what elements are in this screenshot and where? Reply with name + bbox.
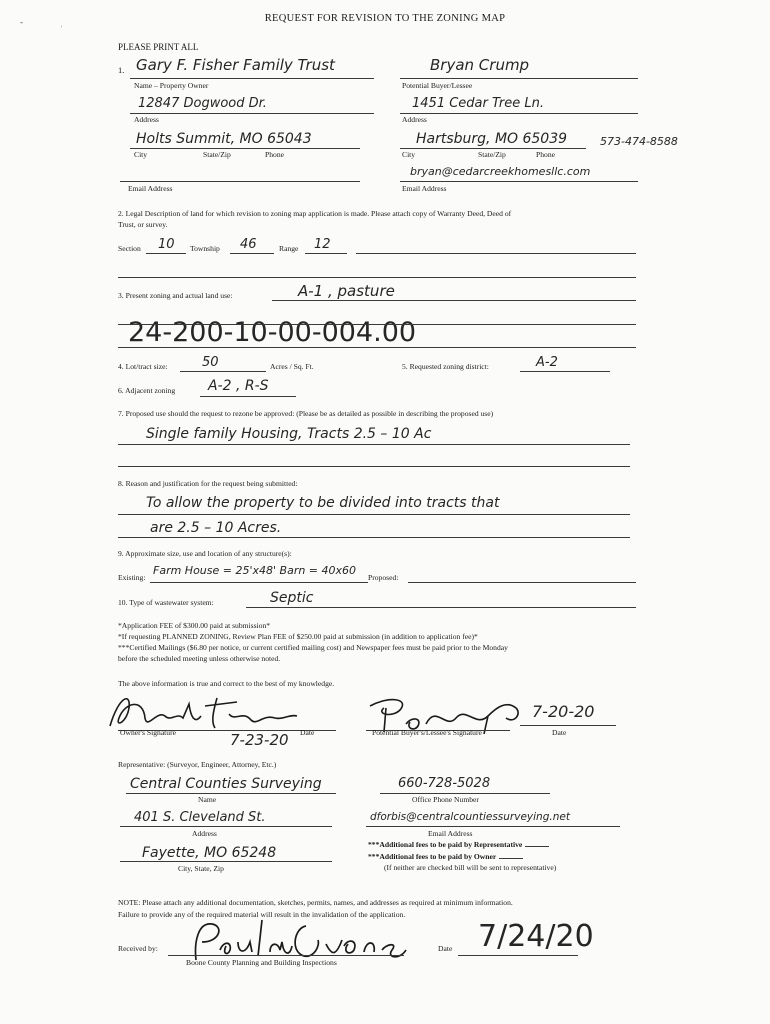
received-dept-label: Boone County Planning and Building Inspections: [186, 958, 337, 967]
fees-representative-option[interactable]: [368, 840, 549, 849]
lot-size-line: [180, 371, 266, 372]
representative-name-value: Central Counties Surveying: [130, 776, 322, 792]
note-line-2: Failure to provide any of the required material will result in the invalidation of the application.: [118, 910, 406, 919]
parcel-number-value: 24-200-10-00-004.00: [128, 317, 417, 348]
representative-email-label: Email Address: [428, 829, 473, 838]
buyer-email-value: bryan@cedarcreekhomesllc.com: [410, 165, 591, 178]
existing-label: Existing:: [118, 573, 146, 582]
received-by-label: Received by:: [118, 944, 158, 953]
requested-zoning-label: 5. Requested zoning district:: [402, 362, 489, 371]
representative-email-line: [366, 826, 620, 827]
received-by-line: [168, 955, 404, 956]
owner-name-label: Name – Property Owner: [134, 81, 209, 90]
fee-note-2: *If requesting PLANNED ZONING, Review Plan FEE of $250.00 paid at submission (in addition to application fee)*: [118, 632, 478, 641]
parcel-upper-line: [118, 324, 636, 325]
owner-signature-label: Owner's Signature: [120, 728, 176, 737]
scan-mark-left-2: ˒: [60, 21, 63, 30]
owner-address-line: [130, 113, 374, 114]
legal-extra-line-1: [356, 253, 636, 254]
representative-phone-value: 660-728-5028: [398, 776, 491, 791]
fee-note-4: before the scheduled meeting unless otherwise noted.: [118, 654, 281, 663]
present-zoning-value: A-1 , pasture: [298, 282, 395, 300]
received-date-line: [458, 955, 578, 956]
buyer-city-state-zip-value: Hartsburg, MO 65039: [416, 131, 568, 147]
fee-note-3: ***Certified Mailings ($6.80 per notice, or current certified mailing cost) and Newspaper fees must be paid prior to the Monday: [118, 643, 508, 652]
representative-city-label: City, State, Zip: [178, 864, 224, 873]
lot-size-label: 4. Lot/tract size:: [118, 362, 168, 371]
wastewater-value: Septic: [270, 590, 314, 606]
buyer-phone-label: Phone: [536, 150, 555, 159]
item-1-number: 1.: [118, 65, 125, 75]
present-zoning-label: 3. Present zoning and actual land use:: [118, 291, 233, 300]
representative-label: Representative: (Surveyor, Engineer, Attorney, Etc.): [118, 760, 277, 769]
buyer-email-line: [400, 181, 638, 182]
legal-extra-line-2: [118, 277, 636, 278]
owner-phone-label: Phone: [265, 150, 284, 159]
proposed-structures-label: Proposed:: [368, 573, 399, 582]
fees-representative-checkbox[interactable]: [525, 840, 549, 847]
buyer-name-label: Potential Buyer/Lessee: [402, 81, 473, 90]
section-line: [146, 253, 186, 254]
existing-line: [150, 582, 368, 583]
fees-owner-checkbox[interactable]: [499, 852, 523, 859]
buyer-email-label: Email Address: [402, 184, 447, 193]
range-line: [305, 253, 347, 254]
certification-statement: The above information is true and correct to the best of my knowledge.: [118, 679, 335, 688]
owner-name-value: Gary F. Fisher Family Trust: [136, 56, 335, 74]
fees-owner-option[interactable]: [368, 852, 523, 861]
scan-mark-left: ‐: [20, 17, 23, 27]
fees-representative-label: ***Additional fees to be paid by Representative: [368, 840, 523, 849]
form-title: REQUEST FOR REVISION TO THE ZONING MAP: [264, 13, 506, 24]
owner-city-state-zip-value: Holts Summit, MO 65043: [136, 131, 312, 147]
range-value: 12: [314, 237, 331, 252]
received-date-value: 7/24/20: [478, 919, 594, 954]
buyer-name-value: Bryan Crump: [430, 56, 530, 74]
owner-date-value: 7-23-20: [230, 731, 289, 749]
reason-line-1: [118, 514, 630, 515]
buyer-address-value: 1451 Cedar Tree Ln.: [412, 96, 545, 111]
reason-value-line-1: To allow the property to be divided into tracts that: [146, 495, 500, 511]
owner-city-line: [130, 148, 360, 149]
representative-name-label: Name: [198, 795, 217, 804]
reason-label: 8. Reason and justification for the request being submitted:: [118, 479, 298, 488]
please-print-instruction: PLEASE PRINT ALL: [118, 42, 199, 52]
reason-line-2: [118, 537, 630, 538]
proposed-use-label: 7. Proposed use should the request to rezone be approved: (Please be as detailed as possible in describing the proposed use): [118, 409, 494, 418]
owner-name-line: [130, 78, 374, 79]
representative-phone-label: Office Phone Number: [412, 795, 479, 804]
representative-address-value: 401 S. Cleveland St.: [134, 810, 266, 825]
existing-structures-value: Farm House = 25'x48' Barn = 40x60: [153, 564, 357, 577]
buyer-date-line: [520, 725, 616, 726]
owner-address-value: 12847 Dogwood Dr.: [138, 96, 267, 111]
lot-size-units: Acres / Sq. Ft.: [270, 362, 314, 371]
wastewater-label: 10. Type of wastewater system:: [118, 598, 214, 607]
fees-billing-note: (If neither are checked bill will be sent to representative): [384, 863, 557, 872]
buyer-phone-value: 573-474-8588: [600, 135, 678, 148]
township-line: [230, 253, 274, 254]
fee-note-1: *Application FEE of $300.00 paid at submission*: [118, 621, 271, 630]
received-date-label: Date: [438, 944, 453, 953]
owner-date-label: Date: [300, 728, 315, 737]
legal-description-instructions-2: Trust, or survey.: [118, 220, 168, 229]
owner-email-label: Email Address: [128, 184, 173, 193]
buyer-city-line: [400, 148, 586, 149]
structures-label: 9. Approximate size, use and location of any structure(s):: [118, 549, 292, 558]
proposed-use-value: Single family Housing, Tracts 2.5 – 10 Ac: [146, 426, 432, 442]
lot-size-value: 50: [202, 355, 219, 370]
buyer-state-zip-label: State/Zip: [478, 150, 506, 159]
wastewater-line: [246, 607, 636, 608]
representative-address-line: [120, 826, 332, 827]
fees-owner-label: ***Additional fees to be paid by Owner: [368, 852, 497, 861]
present-zoning-line: [272, 300, 636, 301]
legal-description-instructions: 2. Legal Description of land for which revision to zoning map application is made. Please attach copy of Warranty Deed, Deed of: [118, 209, 512, 218]
adjacent-zoning-line: [200, 396, 296, 397]
owner-city-label: City: [134, 150, 148, 159]
buyer-date-value: 7-20-20: [532, 702, 595, 721]
range-label: Range: [279, 244, 299, 253]
buyer-address-label: Address: [402, 115, 427, 124]
representative-name-line: [126, 793, 336, 794]
buyer-address-line: [400, 113, 638, 114]
representative-city-line: [120, 861, 332, 862]
representative-city-value: Fayette, MO 65248: [142, 845, 277, 861]
proposed-use-line-2: [118, 466, 630, 467]
township-label: Township: [190, 244, 220, 253]
representative-phone-line: [380, 793, 550, 794]
owner-email-line: [120, 181, 360, 182]
section-label: Section: [118, 244, 141, 253]
requested-zoning-value: A-2: [536, 355, 558, 370]
adjacent-zoning-label: 6. Adjacent zoning: [118, 386, 176, 395]
owner-address-label: Address: [134, 115, 159, 124]
parcel-lower-line: [118, 347, 636, 348]
note-line-1: NOTE: Please attach any additional documentation, sketches, permits, names, and addresses as required at minimum information.: [118, 898, 513, 907]
adjacent-zoning-value: A-2 , R-S: [208, 378, 269, 394]
buyer-name-line: [400, 78, 638, 79]
buyer-date-label: Date: [552, 728, 567, 737]
section-value: 10: [158, 237, 175, 252]
representative-email-value: dforbis@centralcountiessurveying.net: [370, 811, 570, 823]
reason-value-line-2: are 2.5 – 10 Acres.: [150, 520, 282, 536]
buyer-city-label: City: [402, 150, 416, 159]
township-value: 46: [240, 237, 257, 252]
owner-state-zip-label: State/Zip: [203, 150, 231, 159]
proposed-use-line-1: [118, 444, 630, 445]
buyer-signature-label: Potential Buyer's/Lessee's Signature: [372, 728, 482, 737]
representative-address-label: Address: [192, 829, 217, 838]
proposed-structures-line: [408, 582, 636, 583]
requested-zoning-line: [520, 371, 610, 372]
